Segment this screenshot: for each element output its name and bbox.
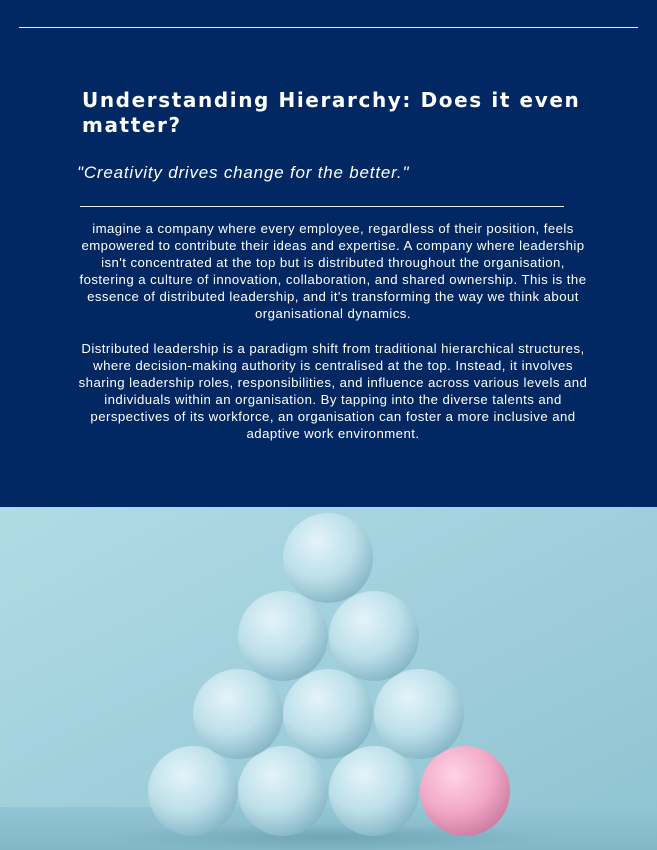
sphere-blue xyxy=(238,591,328,681)
pull-quote: "Creativity drives change for the better." xyxy=(77,163,410,182)
sphere-blue xyxy=(193,669,283,759)
body-paragraph: Distributed leadership is a paradigm shift from traditional hierarchical structures, where decision-making authority is centralised at the top. Instead, it involves sharing leadership roles, responsibilities, and influence across various levels and individuals within an organisation. By tapping into the diverse talents and perspectives of its workforce, an organisation can foster a more inclusive and adaptive work environment. xyxy=(78,340,588,442)
body-paragraph: imagine a company where every employee, regardless of their position, feels empowered to contribute their ideas and expertise. A company where leadership isn't concentrated at the top but is distributed throughout the organisation, fostering a culture of innovation, collaboration, and shared ownership. This is the essence of distributed leadership, and it's transforming the way we think about organisational dynamics. xyxy=(79,221,587,322)
sphere-blue xyxy=(283,513,373,603)
sphere-blue xyxy=(329,591,419,681)
sphere-pink xyxy=(420,746,510,836)
page-title: Understanding Hierarchy: Does it even matter? xyxy=(82,88,581,137)
sphere-blue xyxy=(329,746,419,836)
article-body xyxy=(74,220,592,459)
sphere-blue xyxy=(148,746,238,836)
sphere-blue xyxy=(374,669,464,759)
sphere-blue xyxy=(238,746,328,836)
sphere-blue xyxy=(283,669,373,759)
quote-divider xyxy=(80,206,564,207)
top-divider xyxy=(19,27,638,28)
spheres-pyramid-image xyxy=(0,507,657,850)
